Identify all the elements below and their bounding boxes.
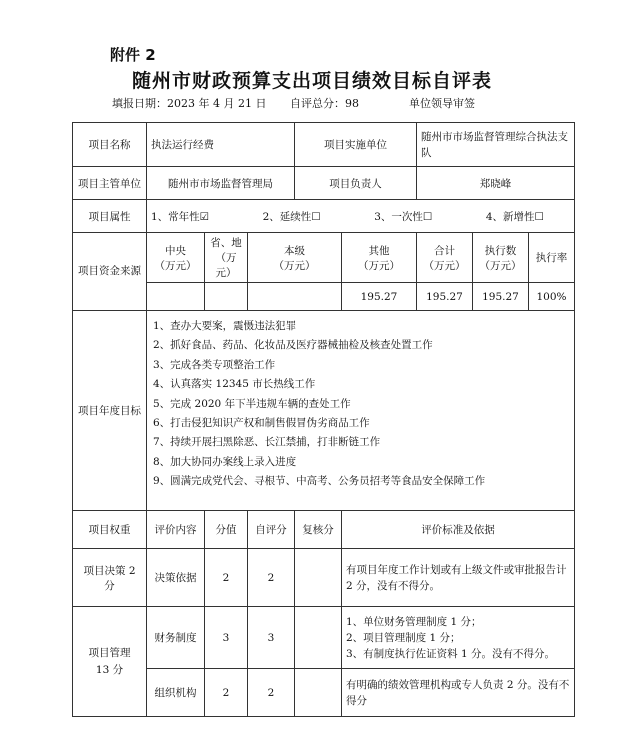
funds-value-other: 195.27 — [342, 283, 417, 311]
eval-content: 财务制度 — [147, 607, 205, 669]
goal-item: 3、完成各类专项整治工作 — [153, 358, 276, 371]
project-name-label: 项目名称 — [73, 123, 147, 167]
goal-item: 7、持续开展扫黑除恶、长江禁捕，打非断链工作 — [153, 436, 381, 449]
funds-header-rate: 执行率 — [529, 233, 575, 283]
eval-content: 组织机构 — [147, 669, 205, 717]
funds-value-central — [147, 283, 205, 311]
eval-criteria: 1、单位财务管理制度 1 分； 2、项目管理制度 1 分； 3、有制度执行佐证资料 1 分。没有不得分。 — [342, 607, 575, 669]
row-project-attr — [73, 200, 575, 233]
fill-date: 填报日期：2023 年 4 月 21 日 — [112, 97, 267, 110]
group-management-label: 项目管理 13 分 — [73, 607, 147, 717]
eval-header-review: 复核分 — [295, 511, 342, 549]
goal-item: 9、圆满完成党代会、寻根节、中高考、公务员招考等食品安全保障工作 — [153, 475, 486, 488]
goal-item: 5、完成 2020 年下半违规车辆的查处工作 — [153, 397, 351, 410]
eval-review-score — [295, 549, 342, 607]
eval-self-score: 2 — [248, 669, 295, 717]
row-project-name — [73, 123, 575, 167]
eval-criteria: 有明确的绩效管理机构或专人负责 2 分。没有不得分 — [342, 669, 575, 717]
goals-label: 项目年度目标 — [73, 311, 147, 511]
attr-option-onetime: 3、一次性☐ — [374, 210, 433, 223]
eval-header-criteria: 评价标准及依据 — [342, 511, 575, 549]
impl-unit-value: 随州市市场监督管理综合执法支队 — [417, 123, 575, 167]
attr-label: 项目属性 — [73, 200, 147, 233]
eval-header-score: 分值 — [205, 511, 248, 549]
self-score: 自评总分：98 — [290, 97, 359, 110]
eval-header-self: 自评分 — [248, 511, 295, 549]
owner-value: 郑晓峰 — [417, 167, 575, 200]
eval-score: 2 — [205, 669, 248, 717]
funds-header-executed: 执行数 （万元） — [473, 233, 529, 283]
funds-value-local — [248, 283, 342, 311]
eval-score: 3 — [205, 607, 248, 669]
eval-review-score — [295, 669, 342, 717]
row-eval-decision — [73, 549, 575, 607]
attr-option-annual: 1、常年性☑ — [151, 210, 210, 223]
row-eval-header — [73, 511, 575, 549]
goal-item: 8、加大协同办案线上录入进度 — [153, 455, 297, 468]
row-eval-organization — [73, 669, 575, 717]
attr-option-new: 4、新增性☐ — [485, 210, 544, 223]
row-funds-values — [73, 283, 575, 311]
goal-item: 1、查办大要案，震慑违法犯罪 — [153, 320, 297, 332]
dept-value: 随州市市场监督管理局 — [147, 167, 295, 200]
annex-label: 附件 2 — [110, 46, 156, 64]
attr-options — [147, 200, 575, 233]
funds-header-total: 合计 （万元） — [417, 233, 473, 283]
funds-header-province: 省、地 （万元） — [205, 233, 248, 283]
eval-score: 2 — [205, 549, 248, 607]
eval-self-score: 3 — [248, 607, 295, 669]
eval-self-score: 2 — [248, 549, 295, 607]
row-annual-goals — [73, 311, 575, 511]
group-decision-label: 项目决策 2 分 — [73, 549, 147, 607]
funds-header-other: 其他 （万元） — [342, 233, 417, 283]
funds-value-total: 195.27 — [417, 283, 473, 311]
goal-item: 2、抓好食品、药品、化妆品及医疗器械抽检及核查处置工作 — [153, 339, 433, 352]
leader-sign: 单位领导审签 — [409, 97, 475, 110]
eval-header-content: 评价内容 — [147, 511, 205, 549]
goal-item: 6、打击侵犯知识产权和制售假冒伪劣商品工作 — [153, 416, 370, 429]
eval-header-weight: 项目权重 — [73, 511, 147, 549]
row-eval-finance — [73, 607, 575, 669]
impl-unit-label: 项目实施单位 — [295, 123, 417, 167]
funds-value-province — [205, 283, 248, 311]
goals-list — [147, 311, 575, 511]
dept-label: 项目主管单位 — [73, 167, 147, 200]
attr-option-continuing: 2、延续性☐ — [262, 210, 321, 223]
eval-criteria: 有项目年度工作计划或有上级文件或审批报告计 2 分，没有不得分。 — [342, 549, 575, 607]
funds-label: 项目资金来源 — [73, 233, 147, 311]
row-funds-header — [73, 233, 575, 283]
eval-content: 决策依据 — [147, 549, 205, 607]
funds-header-local: 本级 （万元） — [248, 233, 342, 283]
funds-value-rate: 100% — [529, 283, 575, 311]
owner-label: 项目负责人 — [295, 167, 417, 200]
eval-review-score — [295, 607, 342, 669]
goal-item: 4、认真落实 12345 市长热线工作 — [153, 378, 316, 391]
funds-header-central: 中央 （万元） — [147, 233, 205, 283]
row-project-dept — [73, 167, 575, 200]
evaluation-table — [72, 122, 575, 717]
funds-value-executed: 195.27 — [473, 283, 529, 311]
page-title: 随州市财政预算支出项目绩效目标自评表 — [131, 70, 492, 92]
project-name-value: 执法运行经费 — [147, 123, 295, 167]
